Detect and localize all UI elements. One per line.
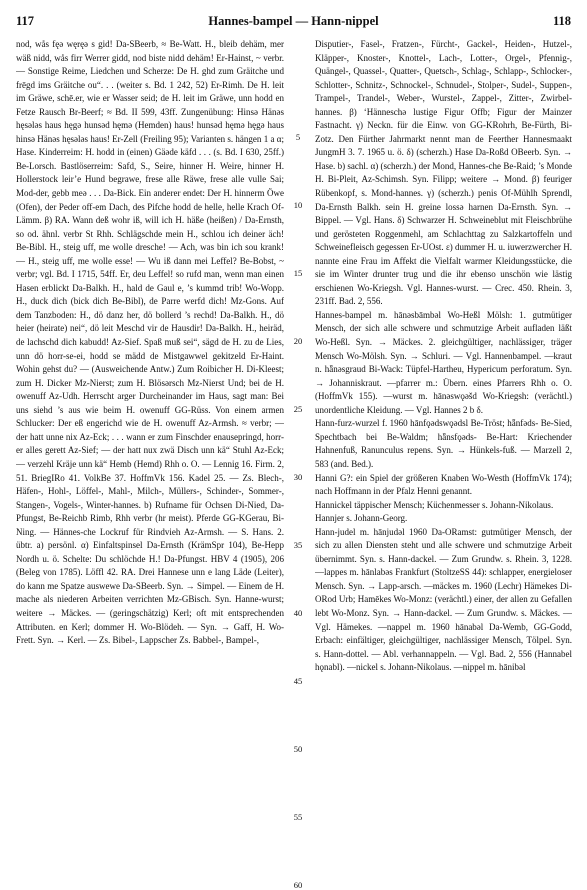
left-column <box>16 38 284 864</box>
line-number: 10 <box>293 200 303 210</box>
running-title: Hannes-bampel — Hann-nippel <box>208 14 379 28</box>
entry-hannes-bampel: Hannes-bampel m. hānǝsbāmbǝl Wo-Heßl Mölsh: 1. gutmütiger Mensch, der sich alle schwere und schmutzige Arbeit aufladen läßt Wo-Heßl. Syn. → Mäckes. 2. gleichgültiger, nachlässiger, träger Mensch Wo-Mölsh. Syn. → Schluri. — Vgl. Hannenbampel. —kraut n. hǟnǝsgraud Bi-Wack: Tüpfel-Hartheu, Hypericum perforatum. Syn. → Johanniskraut. —pfarrer m.: Übern. eines Pfarrers Rhh o. O. (HoffmVk 155). —wurst m. hānǝswǫǝšd Wo-Kriegsh: (verächtl.) unordentliche Kleidung. — Vgl. Hannes 2 b δ. <box>315 309 572 415</box>
line-number: 35 <box>293 540 303 550</box>
entry-hann-judel: Hann-judel m. hānjudǝl 1960 Da-ORamst: gutmütiger Mensch, der sich zu allen Diensten steht und alle schwere und schmutzige Arbeit übernimmt. Syn. s. Hann-dackel. — Zum Grundw. s. Rhein. 3, 1228. —lappes m. hānlabǝs Frankfurt (StoltzeSS 44): schlapper, energieloser Mensch. Syn. → Lapp-arsch. —mäckes m. 1960 (Lechr) Hämekes Di-ORod Urb; Hamēkes Wo-Monz: (verächtl.) einer, der allen zu Gefallen lebt Wo-Monz. Syn. → Hann-dackel. — Zum Grundw. s. Mäckes. — Vgl. Hämekes. —nappel m. 1960 hānabǝl Da-Wemb, GG-Godd, Erbach: einfältiger, gleichgültiger, nachlässiger Mensch, Tölpel. Syn. s. Hann-dottel. — Abl. verhannappeln. — Vgl. Bad. 2, 556 (Hannabel hǫnabl). —nickel s. Johann-Nikolaus. —nippel m. hānibǝl <box>315 526 572 673</box>
entry-hannickel: Hannickel täppischer Mensch; Küchenmesser s. Johann-Nikolaus. <box>315 499 554 510</box>
line-number: 55 <box>293 812 303 822</box>
line-number: 20 <box>293 336 303 346</box>
page-number-right: 118 <box>552 14 571 28</box>
entry-hanni: Hanni G?: ein Spiel der größeren Knaben Wo-Westh (HoffmVk 174); nach Hoffmann in der Pfalz Henni genannt. <box>315 472 572 497</box>
line-number: 15 <box>293 268 303 278</box>
line-number: 5 <box>295 132 301 142</box>
line-number: 60 <box>293 880 303 890</box>
left-column-text: nod, wås fęǝ węręǝ s gid! Da-SBeerb, ≈ Be-Watt. H., bleib dehäm, mer wäß nidd, wås firr Werrer gidd, nod biste nidd dehäm! Er-Hainst, ~ verbr. — Sonstige Reime, Liedchen und Scherze: De H. ghd zum Gräitche und frēgd ims Gräitche ou“. . . (weiter s. Bd. 1 242, 52) Er-Rimh. De H. leit im Gräwe, schē.er, wie er Wasser seid; de H. leit im Gräwe, unn hodd en Fetze Rausch Br-Beerf; ≈ Bd. II 599, 43ff. Zungenübung: Hinsǝ Hänǝs hęsǝlǝs haus hęgǝ hunsǝd hęmǝ (Hemden) haus! hunsǝd hęmǝ hęgǝ haus hinsǝ Hänǝs hęsǝlǝs haus! Er-Zell (Freiling 95); Varianten s. hängen 1 a α; Hase. Kinderreim: H. hodd in (einen) Gäǝde käfd . . . (s. Bd. I 630, 25ff.) Be-Lorsch. Bastlöserreim: Safd, S., Seire, hinner H. Weire, hinner H. Hollerstock leir’e Hund begrawe, frese alle Räwe, frese alle vulle Sai; Mod-der, gebb meǝ . . . Da-Bick. Ein anderer endet: Der H. hinnerm Öwe (Ofen), der Peder off-em Dach, des Pifche hodd de helle, helle Krach Of-Lämm. β) RA. Wann deß wohr iß, will ich H. häße (heißen) / Da-Ernsth, so od. ähnl. verbr St Rhh. Schlägschde mein H., schlou ich deiner äch! Be-Bibl. H., steig uff, me wolle dresche! — Ach, was bin ich sou krank! — H., steig uff, me wolle esse! — Wu iß dann mei Leffel? Be-Bobst, ~ verbr; vgl. Bd. I 1715, 54ff. Er, deu Leffel! so rufd man, wenn man einen Hasen erblickt Da-Balkh. H., hald de Gaul e, ’s kummd trib! Wo-Wopp. H., duck dich (bick dich Be-Bibl), de Parre werfd dich! Mz-Gons. Auf dem Tanzboden: H., dö danz her, dö bollerd ’s rechd! Da-Balkh. H., dö heier (heirate) nei“, dö leit Meschd vir de Hausdir! Da-Balkh. H., heiräd, de lachschd dich kabudd! Az-Sief. Spaß muß sei“, sägd de H. zu de Lies, unn dö horr-se-ei, hodd se mädd de Mistgawwel gekitzeld Er-Haint. Wohin gehst du? — (Ausweichende Antw.) Zum Roibicher H. Di-Kleest; zum H. Dicker Mz-Nierst; zum H. Blösǝrsch Mz-Nierst Und; bei de H. owenuff Az-Udh. Herrscht arger Durcheinander im Haus, sagt man: Bei uns siehd ’s aus wie beim H. owenuff GG-Rüss. Von einem armen Schlucker: Der eß engerichd wie de H. owenuff Az-Armsh. ≈ verbr; — der hatt unne nix Az-Eck; . . . wann er zum Finschder enausepringd, horr-er alles gerett Az-Sief; — der hatt nux zwä Disch unn kä“ Stuhl Az-Eck; — verzehl Kräje unn kä“ Hemb (Hemd) Rhh o. O. — Lennig 16. Firm. 2, 51. BriegIRo 41. VolkBe 37. HoffmVk 156. Kadel 25. — Zs. Blech-, Häfen-, Hohl-, Löffel-, Mahl-, Milch-, Müllers-, Schinder-, Sommer-, Stangen-, Vogels-, Winter-hannes. b) Rufname für Ochsen Di-Nied, Da-Pfungst, Be-Reichb Rimb, Rhh verbr (hr meist). Pferde GG-KGerau, Bi-Ning. — Hännes-che Lockruf für Rindvieh Az-Armsh. — S. Hans. 2. übtr. a) persönl. α) Einfaltspinsel Da-Ernsth (KrämSpr 104), Be-Hepp Nordh u. ö. Schelte: Du schlöchde H.! Da-Pfungst. HBV 4 (1905), 206 (Beleg von 1785). Löffl 42. RA. Drei Hannese unn e lang Läde (Leiter), do kann me Spatze auswewe Da-SBeerb. Syn. → Simpel. — Einem de H. mache als niederen Arbeiten verrichten Mz-GBisch. Syn. Hanne-wurst; weitere → Mäckes. — (geringschätzig) Kerl; oft mit entsprechenden Attributen. en Kerl; dommer H. Wo-Blödeh. — Syn. → Gaff, H. Wo-Frett. Syn. → Kerl. — Zs. Bibel-, Lappscher Zs. Babbel-, Bampel-, <box>16 39 284 646</box>
right-column <box>315 38 572 864</box>
entry-hannjer: Hannjer s. Johann-Georg. <box>315 513 408 524</box>
line-number: 50 <box>293 744 303 754</box>
line-number: 45 <box>293 676 303 686</box>
page-header <box>16 14 571 34</box>
line-number: 25 <box>293 404 303 414</box>
entry-hann-furz-wurzel: Hann-furz-wurzel f. 1960 hānfǫǝdswǫǝdsl Be-Tröst; hǟnfǝds- Be-Sied, Spechtbach bei Be-Waldm; hǟnsfǫǝds- Be-Hart: Kriechender Hahnenfuß, Ranunculus repens. Syn. → Hünkels-fuß. — Marzell 2, 583 (and. Bed.). <box>315 418 572 469</box>
line-number-gutter <box>288 38 310 890</box>
page-number-left: 117 <box>16 14 35 28</box>
entry-continuation: Disputier-, Fasel-, Fratzen-, Fürcht-, Gackel-, Heiden-, Hutzel-, Kläpper-, Knoster-, Knottel-, Lach-, Lotter-, Orgel-, Pfennig-, Quängel-, Quassel-, Quatter-, Quetsch-, Schlag-, Schlapp-, Schlocker-, Schlotter-, Schnitz-, Schnockel-, Schnudel-, Stolper-, Sudel-, Suppen-, Trampel-, Trandel-, Weber-, Wurstel-, Zappel-, Zitter-, Zwirbel-hannes. β) ‘Hänneschǝ lustige Figur Offb; Figur der Mainzer Fastnacht. γ) Neckn. für die Einw. von GG-KRohrh, Be-Fürth, Bi-Zotz. Den Fürther Jahrmarkt nennt man de Feerther Hannesmaakt JungmH 3. 7. 1965 u. ö. δ) (scherzh.) Hase Da-Roßd OBeerb. Syn. → Hase. b) sachl. α) (scherzh.) der Mond, Hannes-che Be-Raid; ’s Monde H. Bi-Pleit, Az-Schimsh. Syn. Filipp; weitere → Mond. β) feuriger Rübenkopf, s. Mond-hannes. γ) (scherzh.) penis Of-Mühlh Sprendl, Da-Ernsth Balkh. sein H. greine lossǝ harnen Da-Ernsth. Syn. → Bippel. — Vgl. Hans. δ) Schwarzer H. Schweineblut mit Fleischbrühe und gerösteten Roggenmehl, am Schlachttag zu Salzkartoffeln und Schweinefleisch gegessen Er-UOst. ε) dummer H. u. iuwerzwercher H. nannte eine Frau im Affekt die Vielfalt warmer Kleidungsstücke, die sie im Winter drunter trug und die ihr ebenso unschön wie lästig erschienen Wo-Kriegsh. Vgl. Hannes-wurst. — Crec. 450. Rhein. 3, 231ff. Bad. 2, 556. <box>315 39 572 307</box>
line-number: 40 <box>293 608 303 618</box>
line-number: 30 <box>293 472 303 482</box>
